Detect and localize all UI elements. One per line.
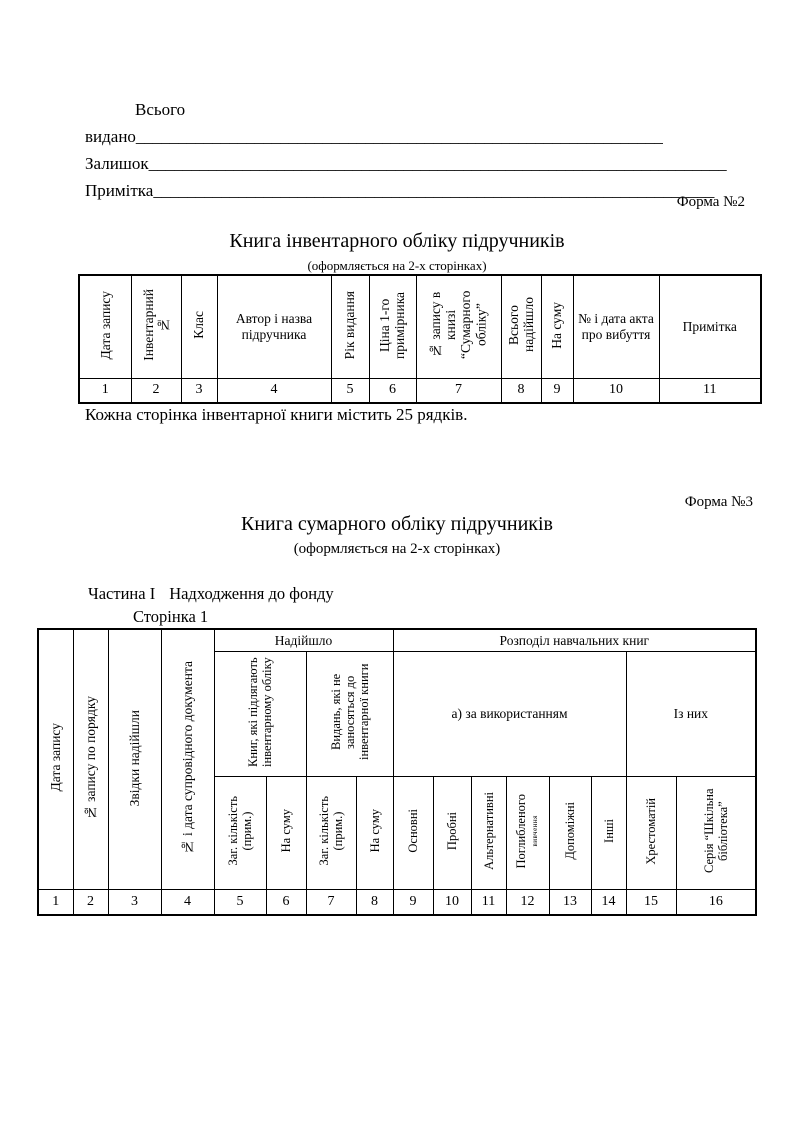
colnum-10: 10 xyxy=(573,378,659,403)
col-label-other: Інші xyxy=(601,819,616,843)
qty-word: Заг. кількість xyxy=(226,796,240,866)
part-text: Надходження до фонду xyxy=(169,584,334,603)
issued-fill-line: видано______________________________________________________________ xyxy=(85,126,663,146)
form3-title: Книга сумарного обліку підручників xyxy=(241,513,553,535)
col-header-other xyxy=(591,776,626,889)
colnum-8: 8 xyxy=(356,889,393,915)
col-header-amount xyxy=(541,275,573,378)
col-header-class xyxy=(181,275,217,378)
group-header-row xyxy=(38,629,756,651)
group-header-received: Надійшло xyxy=(214,629,393,651)
colnum-7: 7 xyxy=(416,378,501,403)
header-row xyxy=(79,275,761,378)
inventory-no-sign: № xyxy=(156,317,171,333)
colnum-5: 5 xyxy=(214,889,266,915)
col-label-source: Звідки надійшли xyxy=(126,709,142,806)
col-label-amount: На суму xyxy=(549,301,565,349)
col-label-trial: Пробні xyxy=(445,811,460,851)
colnum-6: 6 xyxy=(369,378,416,403)
colnum-4: 4 xyxy=(217,378,331,403)
number-row xyxy=(79,378,761,403)
col-label-date: Дата запису xyxy=(97,290,113,360)
col-label-inventory-no xyxy=(141,289,171,361)
col-header-main xyxy=(393,776,433,889)
form2-title: Книга інвентарного обліку підручників xyxy=(229,230,565,252)
col-label-total-received: Всього надійшло xyxy=(505,297,536,353)
form3-subtitle: (оформляється на 2-х сторінках) xyxy=(293,541,501,557)
col-label-advanced-study xyxy=(514,794,542,869)
col-label-school-library-series: Серія “Шкільна бібліотека” xyxy=(701,788,730,874)
colnum-10: 10 xyxy=(433,889,471,915)
col-label-accompanying-doc: № і дата супровідного документа xyxy=(179,660,195,855)
colnum-2: 2 xyxy=(131,378,181,403)
col-header-school-library-series xyxy=(676,776,756,889)
colnum-1: 1 xyxy=(79,378,131,403)
col-label-qty-noninv xyxy=(317,796,345,866)
colnum-12: 12 xyxy=(506,889,549,915)
col-header-inventory-no xyxy=(131,275,181,378)
inventory-word: Інвентарний xyxy=(140,289,156,361)
col-label-sum-noninv: На суму xyxy=(367,809,382,853)
col-header-record-date xyxy=(38,629,73,889)
colnum-8: 8 xyxy=(501,378,541,403)
group-header-distribution: Розподіл навчальних книг xyxy=(393,629,756,651)
col-label-main: Основні xyxy=(406,809,421,853)
rest-fill-line: Залишок____________________________________________________________________ xyxy=(85,153,727,173)
col-header-remark: Примітка xyxy=(659,275,761,378)
col-label-summary-record: № запису в книзі “Сумарного обліку” xyxy=(428,290,489,360)
col-header-total-received xyxy=(501,275,541,378)
col-header-auxiliary xyxy=(549,776,591,889)
col-header-qty-noninv xyxy=(306,776,356,889)
study-word: вивчення xyxy=(530,815,539,847)
col-header-trial xyxy=(433,776,471,889)
colnum-9: 9 xyxy=(393,889,433,915)
part-heading xyxy=(88,584,334,604)
advanced-word: Поглибленого xyxy=(513,793,528,869)
colnum-4: 4 xyxy=(161,889,214,915)
col-header-disposal-act: № і дата акта про вибуття xyxy=(573,275,659,378)
colnum-13: 13 xyxy=(549,889,591,915)
subgroup-header-inventory-books xyxy=(214,651,306,776)
colnum-7: 7 xyxy=(306,889,356,915)
part-label: Частина І xyxy=(88,584,156,603)
colnum-3: 3 xyxy=(181,378,217,403)
form2-subtitle: (оформляється на 2-х сторінках) xyxy=(307,258,487,273)
col-label-year: Рік видання xyxy=(342,290,358,360)
page-heading: Сторінка 1 xyxy=(133,607,209,626)
colnum-11: 11 xyxy=(471,889,506,915)
col-label-record-date: Дата запису xyxy=(48,723,64,792)
col-header-advanced-study xyxy=(506,776,549,889)
col-header-source xyxy=(108,629,161,889)
col-header-record-no xyxy=(73,629,108,889)
col-header-year xyxy=(331,275,369,378)
inventory-book-table xyxy=(78,274,762,404)
col-header-price xyxy=(369,275,416,378)
form2-badge: Форма №2 xyxy=(676,194,745,210)
colnum-2: 2 xyxy=(73,889,108,915)
summary-book-table xyxy=(37,628,757,916)
qty-copies: (прим.) xyxy=(240,811,254,851)
qty-word: Заг. кількість xyxy=(317,796,331,866)
form3-badge: Форма №3 xyxy=(684,494,753,510)
col-header-author-title: Автор і назва підручника xyxy=(217,275,331,378)
note-fill-line: Примітка__________________________________________________________________ xyxy=(85,180,715,200)
col-header-sum-inv xyxy=(266,776,306,889)
total-label: Всього xyxy=(135,100,186,119)
col-header-sum-noninv xyxy=(356,776,393,889)
col-header-qty-inv xyxy=(214,776,266,889)
col-label-sum-inv: На суму xyxy=(279,809,293,853)
colnum-9: 9 xyxy=(541,378,573,403)
col-label-qty-inv xyxy=(226,796,254,866)
col-header-summary-record xyxy=(416,275,501,378)
col-header-accompanying-doc xyxy=(161,629,214,889)
number-row xyxy=(38,889,756,915)
totals-block xyxy=(85,97,753,204)
colnum-16: 16 xyxy=(676,889,756,915)
colnum-15: 15 xyxy=(626,889,676,915)
qty-copies: (прим.) xyxy=(331,811,345,851)
subgroup-label-noninventory-editions: Видань, які не заносяться до інвентарної книги xyxy=(328,663,371,761)
col-label-auxiliary: Допоміжні xyxy=(563,802,578,860)
col-header-alternative xyxy=(471,776,506,889)
colnum-14: 14 xyxy=(591,889,626,915)
subgroup-header-noninventory-editions xyxy=(306,651,393,776)
subgroup-header-by-usage: а) за використанням xyxy=(393,651,626,776)
col-label-price: Ціна 1-го примірника xyxy=(377,291,408,359)
col-header-date xyxy=(79,275,131,378)
col-label-readers: Хрестоматій xyxy=(644,797,659,865)
col-header-readers xyxy=(626,776,676,889)
col-label-class: Клас xyxy=(191,311,207,339)
colnum-1: 1 xyxy=(38,889,73,915)
page-capacity-note: Кожна сторінка інвентарної книги містить 25 рядків. xyxy=(85,405,468,424)
colnum-6: 6 xyxy=(266,889,306,915)
col-label-record-no: № запису по порядку xyxy=(82,695,98,820)
subgroup-label-inventory-books: Книг, які підлягають інвентарному обліку xyxy=(246,657,274,767)
colnum-3: 3 xyxy=(108,889,161,915)
colnum-5: 5 xyxy=(331,378,369,403)
colnum-11: 11 xyxy=(659,378,761,403)
col-label-alternative: Альтернативні xyxy=(481,792,496,870)
subgroup-header-of-them: Із них xyxy=(626,651,756,776)
